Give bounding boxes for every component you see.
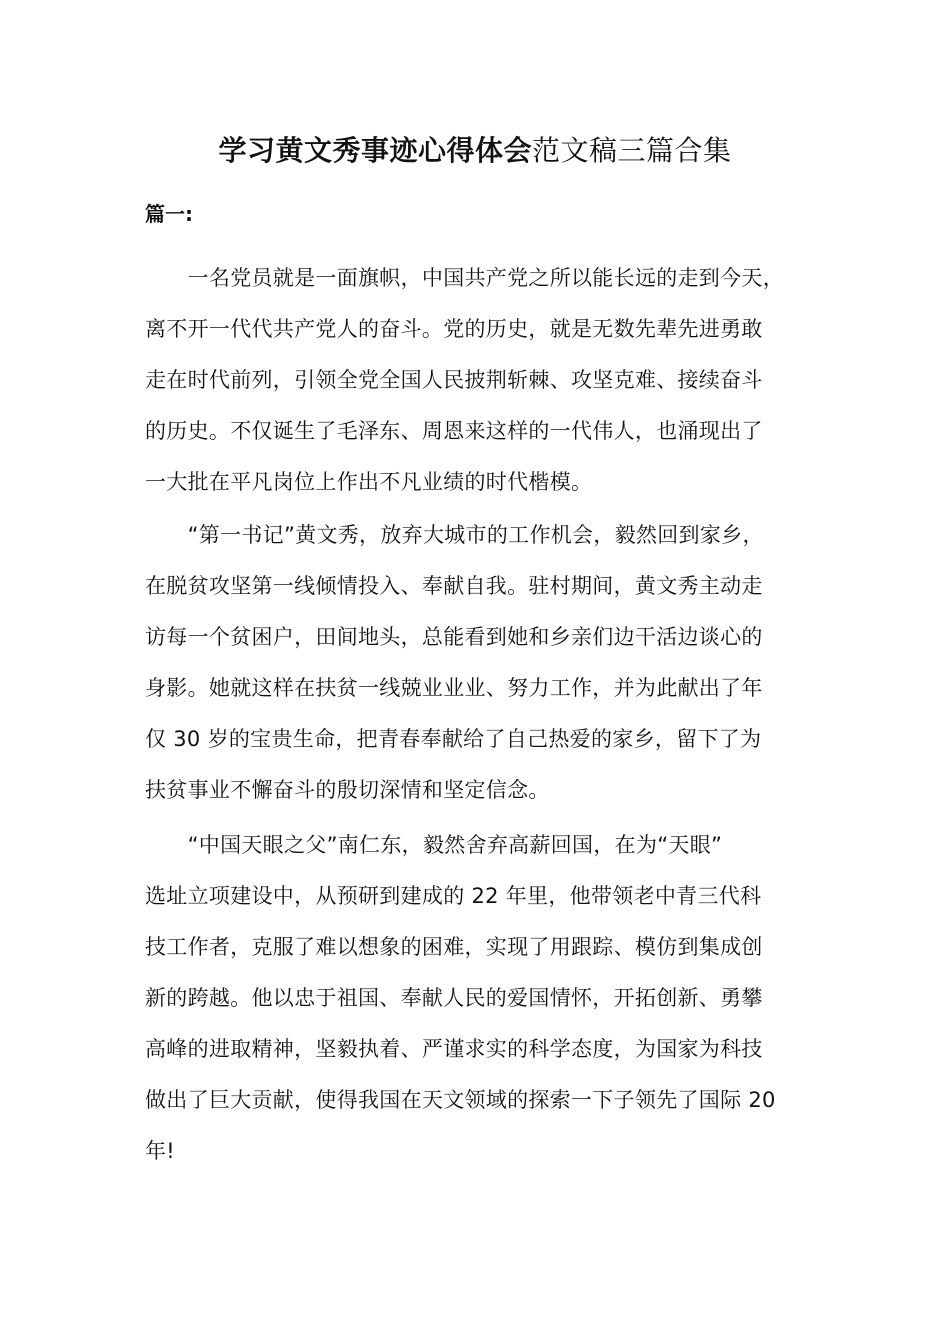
paragraph-line: 的历史。不仅诞生了毛泽东、周恩来这样的一代伟人，也涌现出了 bbox=[145, 419, 763, 443]
paragraph-line: “中国天眼之父”南仁东，毅然舍弃高薪回国，在为“天眼” bbox=[145, 833, 723, 857]
paragraph-line: 访每一个贫困户，田间地头，总能看到她和乡亲们边干活边谈心的 bbox=[145, 625, 763, 649]
section-label: 篇一: bbox=[145, 202, 193, 226]
paragraph-2 bbox=[145, 510, 805, 816]
paragraph-line: 扶贫事业不懈奋斗的殷切深情和坚定信念。 bbox=[145, 778, 550, 802]
paragraph-line: 一大批在平凡岗位上作出不凡业绩的时代楷模。 bbox=[145, 470, 593, 494]
paragraph-1 bbox=[145, 253, 805, 508]
document-title-main: 学习黄文秀事迹心得体会 bbox=[218, 134, 532, 167]
document-title bbox=[0, 126, 950, 176]
paragraph-line: 一名党员就是一面旗帜，中国共产党之所以能长远的走到今天， bbox=[145, 266, 784, 290]
paragraph-line: 仅 30 岁的宝贵生命，把青春奉献给了自己热爱的家乡，留下了为 bbox=[145, 727, 762, 751]
paragraph-line: 新的跨越。他以忠于祖国、奉献人民的爱国情怀，开拓创新、勇攀 bbox=[145, 986, 763, 1010]
paragraph-line: 年! bbox=[145, 1139, 176, 1163]
paragraph-line: 做出了巨大贡献，使得我国在天文领域的探索一下子领先了国际 20 bbox=[145, 1088, 776, 1112]
document-title-suffix: 范文稿三篇合集 bbox=[532, 134, 732, 167]
paragraph-3 bbox=[145, 820, 805, 1177]
paragraph-line: 在脱贫攻坚第一线倾情投入、奉献自我。驻村期间，黄文秀主动走 bbox=[145, 574, 763, 598]
paragraph-line: 技工作者，克服了难以想象的困难，实现了用跟踪、模仿到集成创 bbox=[145, 935, 763, 959]
paragraph-line: 身影。她就这样在扶贫一线兢业业业、努力工作，并为此献出了年 bbox=[145, 676, 763, 700]
paragraph-line: 高峰的进取精神，坚毅执着、严谨求实的科学态度，为国家为科技 bbox=[145, 1037, 763, 1061]
paragraph-line: 走在时代前列，引领全党全国人民披荆斩棘、攻坚克难、接续奋斗 bbox=[145, 368, 763, 392]
paragraph-line: “第一书记”黄文秀，放弃大城市的工作机会，毅然回到家乡， bbox=[145, 523, 764, 547]
paragraph-line: 选址立项建设中，从预研到建成的 22 年里，他带领老中青三代科 bbox=[145, 884, 762, 908]
paragraph-line: 离不开一代代共产党人的奋斗。党的历史，就是无数先辈先进勇敢 bbox=[145, 317, 763, 341]
